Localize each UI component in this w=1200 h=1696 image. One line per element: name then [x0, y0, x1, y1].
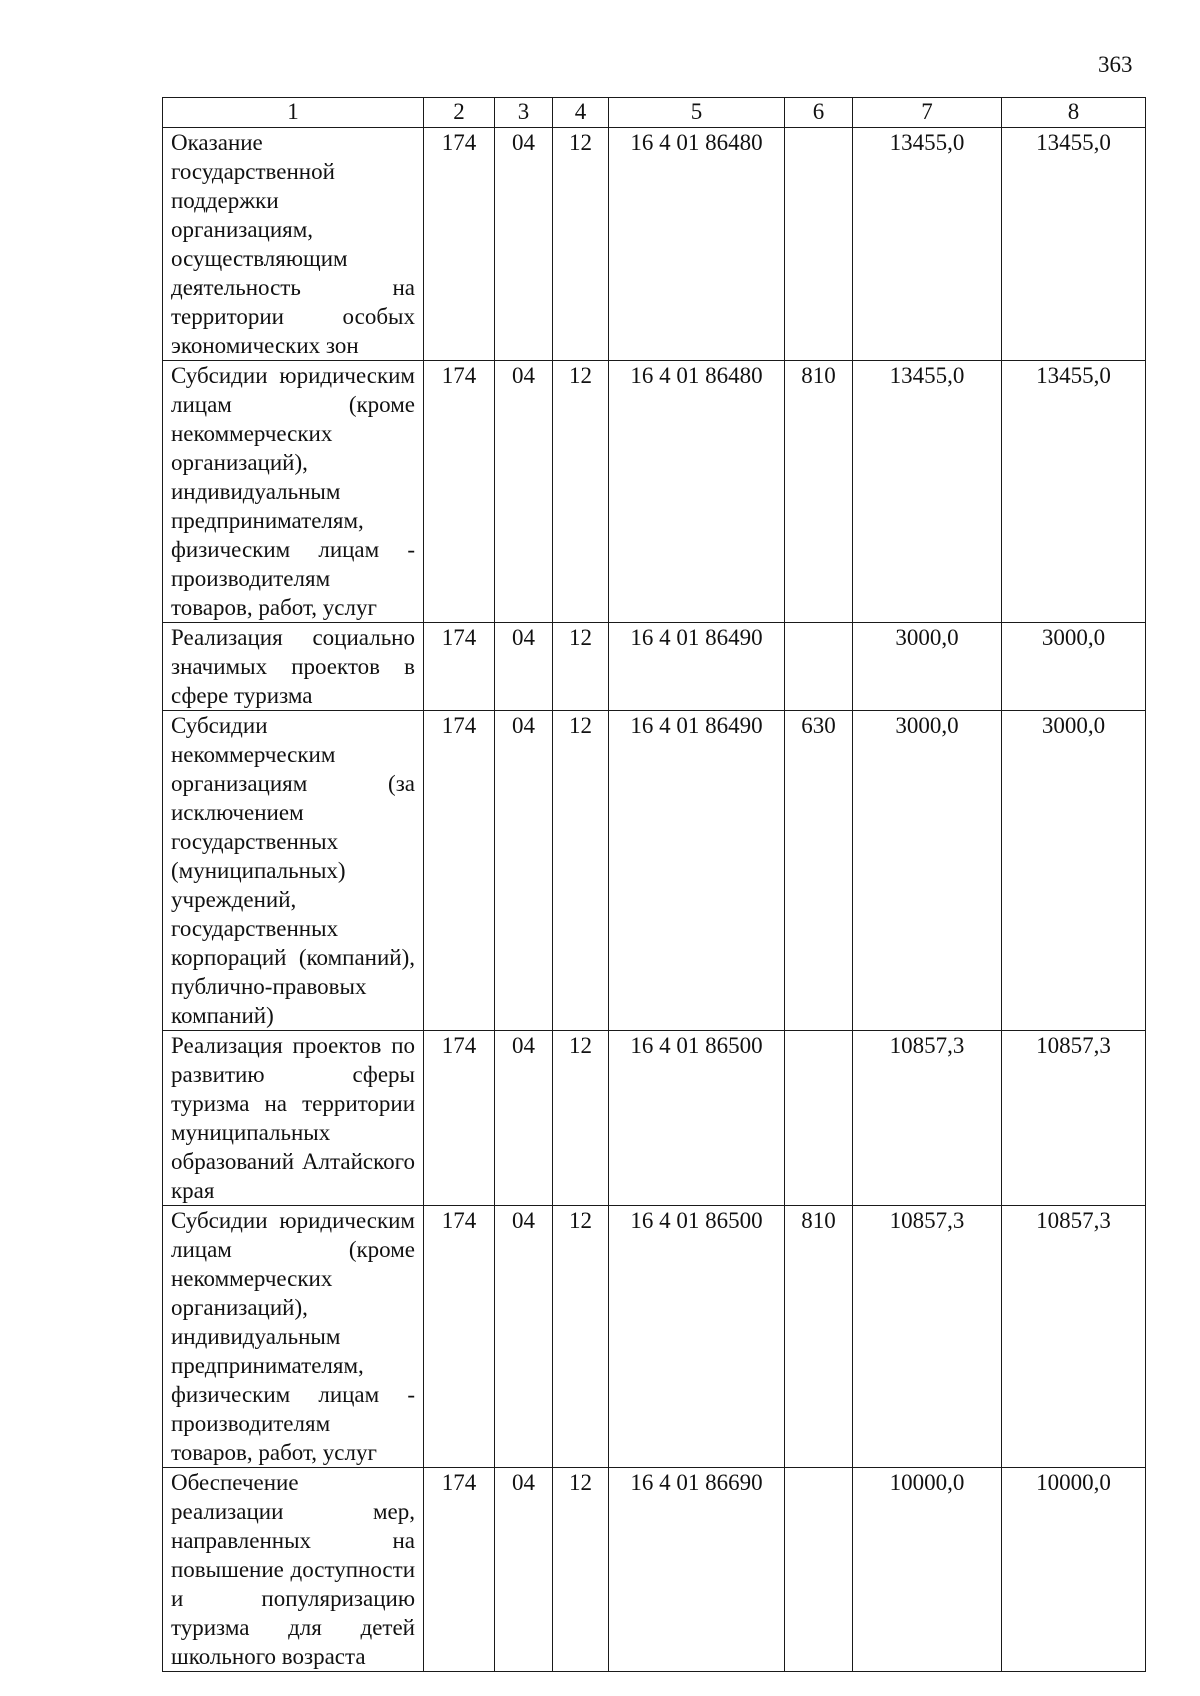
header-row: [163, 98, 1146, 128]
table-row: [163, 623, 1146, 711]
ministry-code: 174: [424, 1031, 495, 1206]
target-article-code: 16 4 01 86480: [609, 128, 785, 361]
table-row: [163, 1031, 1146, 1206]
amount-year-1: 10857,3: [853, 1031, 1002, 1206]
section-code: 04: [495, 361, 553, 623]
column-header: 1: [163, 98, 424, 128]
amount-year-2: 13455,0: [1002, 361, 1146, 623]
subsection-code: 12: [553, 711, 609, 1031]
target-article-code: 16 4 01 86500: [609, 1206, 785, 1468]
ministry-code: 174: [424, 361, 495, 623]
item-name: Обеспечение реализации мер, направленных на повышение доступности и популяризацию туризма для детей школьного возраста: [163, 1468, 424, 1672]
subsection-code: 12: [553, 1206, 609, 1468]
column-header: 8: [1002, 98, 1146, 128]
budget-table: [162, 97, 1146, 1672]
column-header: 6: [785, 98, 853, 128]
table-row: [163, 128, 1146, 361]
target-article-code: 16 4 01 86490: [609, 711, 785, 1031]
page-number: 363: [1098, 52, 1133, 77]
table-row: [163, 361, 1146, 623]
target-article-code: 16 4 01 86690: [609, 1468, 785, 1672]
ministry-code: 174: [424, 711, 495, 1031]
table-row: [163, 711, 1146, 1031]
column-header: 3: [495, 98, 553, 128]
ministry-code: 174: [424, 623, 495, 711]
expense-type-code: [785, 1031, 853, 1206]
amount-year-1: 3000,0: [853, 623, 1002, 711]
subsection-code: 12: [553, 1468, 609, 1672]
item-name: Реализация социально значимых проектов в сфере туризма: [163, 623, 424, 711]
column-header: 5: [609, 98, 785, 128]
ministry-code: 174: [424, 1206, 495, 1468]
section-code: 04: [495, 1031, 553, 1206]
table-row: [163, 1468, 1146, 1672]
amount-year-1: 3000,0: [853, 711, 1002, 1031]
subsection-code: 12: [553, 623, 609, 711]
item-name: Субсидии юридическим лицам (кроме некоммерческих организаций), индивидуальным предпринимателям, физическим лицам - производителям товаров, работ, услуг: [163, 361, 424, 623]
subsection-code: 12: [553, 128, 609, 361]
amount-year-2: 3000,0: [1002, 711, 1146, 1031]
amount-year-2: 10000,0: [1002, 1468, 1146, 1672]
amount-year-1: 10000,0: [853, 1468, 1002, 1672]
item-name: Субсидии некоммерческим организациям (за исключением государственных (муниципальных) учреждений, государственных корпораций (компаний), публично-правовых компаний): [163, 711, 424, 1031]
subsection-code: 12: [553, 361, 609, 623]
expense-type-code: [785, 128, 853, 361]
item-name: Реализация проектов по развитию сферы туризма на территории муниципальных образований Алтайского края: [163, 1031, 424, 1206]
amount-year-1: 13455,0: [853, 361, 1002, 623]
expense-type-code: 810: [785, 1206, 853, 1468]
column-header: 7: [853, 98, 1002, 128]
section-code: 04: [495, 623, 553, 711]
expense-type-code: [785, 623, 853, 711]
section-code: 04: [495, 1468, 553, 1672]
subsection-code: 12: [553, 1031, 609, 1206]
column-header: 2: [424, 98, 495, 128]
target-article-code: 16 4 01 86480: [609, 361, 785, 623]
amount-year-1: 13455,0: [853, 128, 1002, 361]
expense-type-code: 630: [785, 711, 853, 1031]
amount-year-1: 10857,3: [853, 1206, 1002, 1468]
target-article-code: 16 4 01 86500: [609, 1031, 785, 1206]
amount-year-2: 13455,0: [1002, 128, 1146, 361]
amount-year-2: 3000,0: [1002, 623, 1146, 711]
amount-year-2: 10857,3: [1002, 1031, 1146, 1206]
target-article-code: 16 4 01 86490: [609, 623, 785, 711]
ministry-code: 174: [424, 1468, 495, 1672]
amount-year-2: 10857,3: [1002, 1206, 1146, 1468]
table-row: [163, 1206, 1146, 1468]
expense-type-code: [785, 1468, 853, 1672]
section-code: 04: [495, 1206, 553, 1468]
column-header: 4: [553, 98, 609, 128]
section-code: 04: [495, 128, 553, 361]
ministry-code: 174: [424, 128, 495, 361]
expense-type-code: 810: [785, 361, 853, 623]
section-code: 04: [495, 711, 553, 1031]
item-name: Субсидии юридическим лицам (кроме некоммерческих организаций), индивидуальным предпринимателям, физическим лицам - производителям товаров, работ, услуг: [163, 1206, 424, 1468]
item-name: Оказание государственной поддержки организациям, осуществляющим деятельность на территории особых экономических зон: [163, 128, 424, 361]
